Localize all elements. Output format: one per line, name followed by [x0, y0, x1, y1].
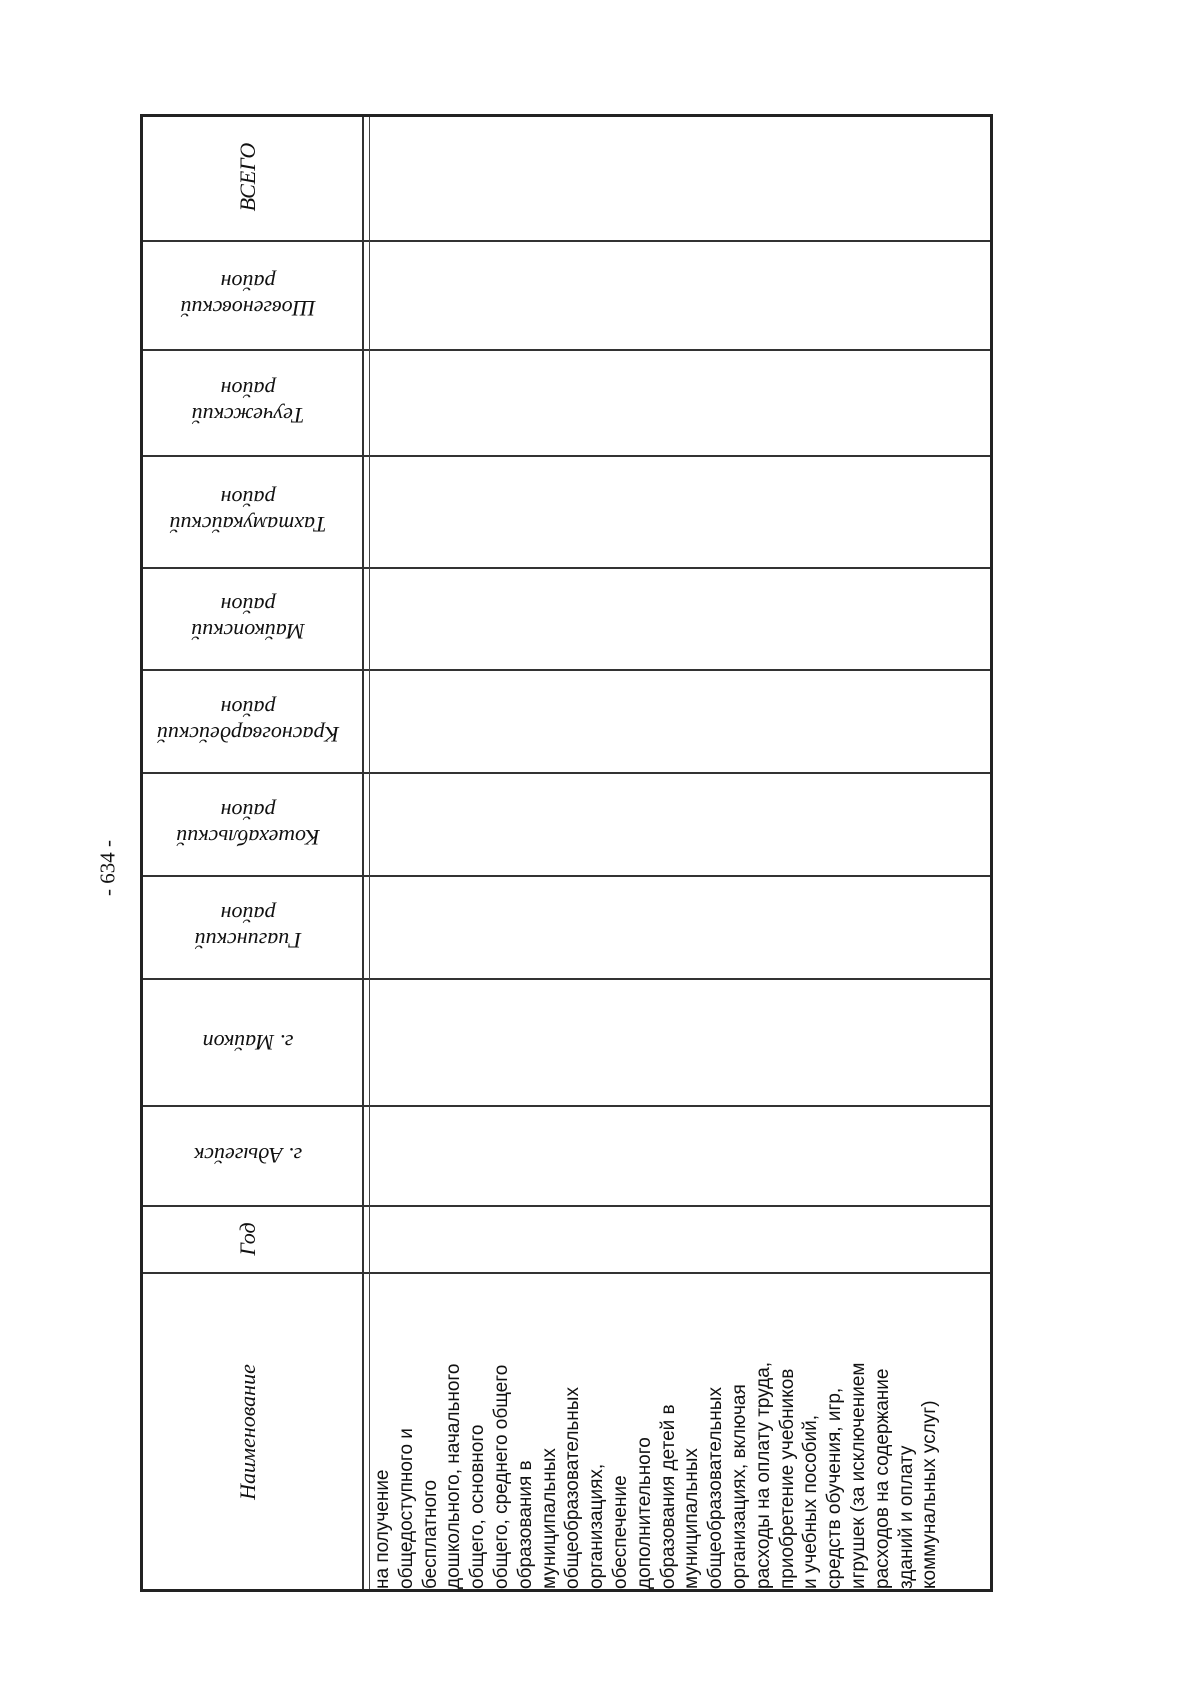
header-krasnogvardeysky: Красногвардейский район: [156, 696, 340, 747]
row-divider: [143, 349, 990, 351]
header-shovgenovsky: Шовгеновский район: [180, 270, 316, 321]
row-divider: [143, 875, 990, 877]
header-giaginsky: Гиагинский район: [194, 902, 302, 953]
name-description: на получение общедоступного и бесплатного дошкольного, начального общего, основного общего, среднего общего образования в муниципальных общеобразовательных организациях, обеспечение дополнительного образования детей в муниципальных общеобразовательных организациях, включая расходы на оплату труда, приобретение учебников и учебных пособий, средств обучения, игр, игрушек (за исключением расходов на содержание зданий и оплату коммунальных услуг): [372, 1361, 941, 1589]
header-divider: [362, 117, 364, 1589]
header-takhtamukaysky: Тахтамукайский район: [169, 486, 327, 537]
header-maykop-city: г. Майкоп: [202, 1030, 294, 1055]
row-divider: [143, 1205, 990, 1207]
header-teuchezhsky: Теучежский район: [191, 377, 305, 428]
header-koshekhablsky: Кошехабльский район: [176, 799, 320, 850]
header-year: Год: [235, 1222, 260, 1256]
budget-table: [140, 114, 993, 1592]
row-divider: [143, 772, 990, 774]
row-divider: [143, 669, 990, 671]
row-divider: [143, 567, 990, 569]
header-name: Наименование: [235, 1364, 260, 1500]
header-divider-inner: [369, 117, 370, 1589]
header-maykopsky: Майкопский район: [191, 593, 305, 644]
row-divider: [143, 455, 990, 457]
row-divider: [143, 240, 990, 242]
header-total: ВСЕГО: [235, 142, 260, 212]
header-adygeysk-city: г. Адыгейск: [193, 1143, 303, 1168]
row-divider: [143, 1105, 990, 1107]
row-divider: [143, 978, 990, 980]
page-number: - 634 -: [95, 840, 120, 896]
